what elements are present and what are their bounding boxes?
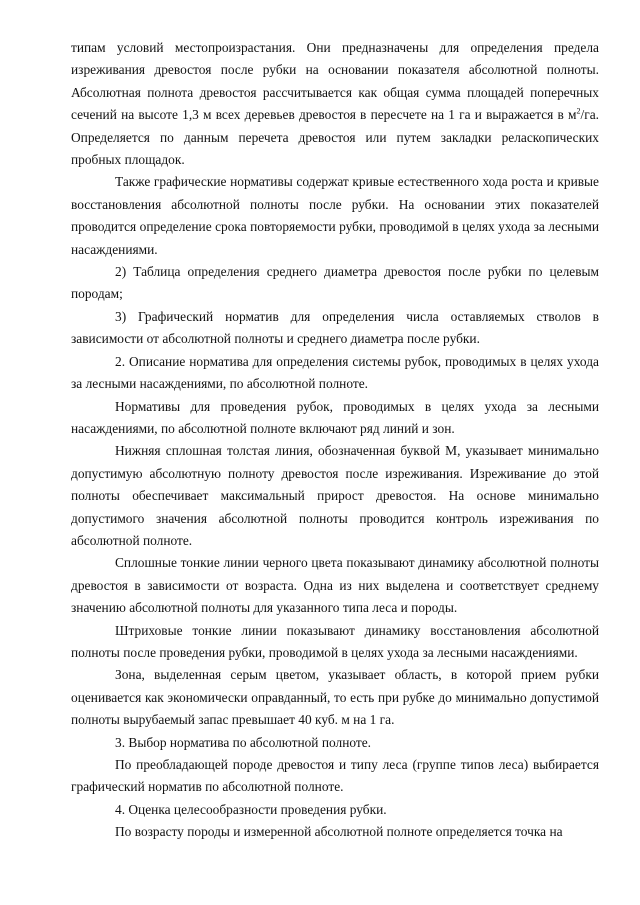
paragraph-6: Нормативы для проведения рубок, проводимых в целях ухода за лесными насаждениями, по абсолютной полноте включают ряд линий и зон. — [71, 398, 599, 436]
paragraph-1-text-a: типам условий местопроизрастания. Они предназначены для определения предела изреживания древостоя после рубки на основании показателя абсолютной полноты. Абсолютная полнота древостоя рассчитывается как общая сумма площадей поперечных сечений на высоте 1,3 м всех деревьев древостоя в пересчете на 1 га и выражается в м — [71, 40, 599, 123]
paragraph-9: Штриховые тонкие линии показывают динамику восстановления абсолютной полноты после проведения рубки, проводимой в целях ухода за лесными насаждениями. — [71, 622, 599, 660]
paragraph-11: 3. Выбор норматива по абсолютной полноте. — [115, 734, 372, 750]
paragraph-13: 4. Оценка целесообразности проведения рубки. — [115, 801, 387, 817]
paragraph-14: По возрасту породы и измеренной абсолютной полноте определяется точка на — [115, 824, 563, 840]
paragraph-10: Зона, выделенная серым цветом, указывает область, в которой прием рубки оценивается как экономически оправданный, то есть при рубке до минимально допустимой полноты вырубаемый запас превышает 40 куб. м на 1 га. — [71, 667, 599, 728]
paragraph-8: Сплошные тонкие линии черного цвета показывают динамику абсолютной полноты древостоя в зависимости от возраста. Одна из них выделена и соответствует среднему значению абсолютной полноты для указанного типа леса и породы. — [71, 555, 599, 616]
paragraph-1 — [71, 37, 599, 171]
paragraph-2: Также графические нормативы содержат кривые естественного хода роста и кривые восстановления абсолютной полноты после рубки. На основании этих показателей проводится определение срока повторяемости рубки, проводимой в целях ухода за лесными насаждениями. — [71, 174, 599, 257]
superscript-2: 2 — [576, 106, 581, 116]
paragraph-1-text-b: /га. Определяется по данным перечета древостоя или путем закладки реласкопических пробных площадок. — [71, 107, 599, 168]
paragraph-5: 2. Описание норматива для определения системы рубок, проводимых в целях ухода за лесными насаждениями, по абсолютной полноте. — [71, 353, 599, 392]
paragraph-3: 2) Таблица определения среднего диаметра древостоя после рубки по целевым породам; — [71, 264, 599, 302]
paragraph-4: 3) Графический норматив для определения числа оставляемых стволов в зависимости от абсолютной полноты и среднего диаметра после рубки. — [71, 308, 599, 347]
paragraph-12: По преобладающей породе древостоя и типу леса (группе типов леса) выбирается графический норматив по абсолютной полноте. — [71, 757, 599, 795]
paragraph-7: Нижняя сплошная толстая линия, обозначенная буквой М, указывает минимально допустимую абсолютную полноту древостоя после изреживания. Изреживание до этой полноты обеспечивает максимальный прирост древостоя. На основе минимально допустимого значения абсолютной полноты проводится контроль изреживания по абсолютной полноте. — [71, 443, 599, 548]
